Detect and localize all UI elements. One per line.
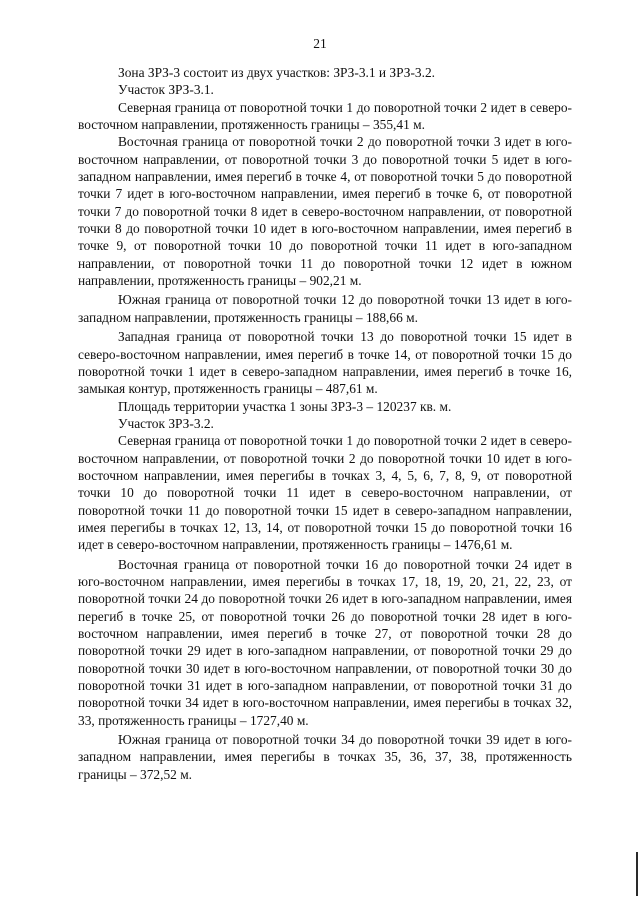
zrz-3-1-area-paragraph: Площадь территории участка 1 зоны ЗРЗ-3 – 120237 кв. м. xyxy=(118,398,452,414)
scan-edge-mark xyxy=(636,852,638,896)
zrz-3-1-west-boundary-paragraph: Западная граница от поворотной точки 13 до поворотной точки 15 идет в северо-восточном направлении, имея перегиб в точке 14, от поворотной точки 15 до поворотной точки 1 идет в северо-западном направлении, имея перегиб в точке 16, замыкая контур, протяженность границы – 487,61 м. xyxy=(78,329,572,397)
zrz-3-2-east-boundary-paragraph: Восточная граница от поворотной точки 16 до поворотной точки 24 идет в юго-восточном направлении, имея перегибы в точках 17, 18, 19, 20, 21, 22, 23, от поворотной точки 24 до поворотной точки 26 идет в юго-западном направлении, имея перегиб в точке 25, от поворотной точки 26 до поворотной точки 28 идет в юго-восточном направлении, имея перегиб в точке 27, от поворотной точки 28 до поворотной точки 29 идет в юго-западном направлении, от поворотной точки 29 до поворотной точки 30 идет в юго-восточном направлении, от поворотной точки 30 до поворотной точки 31 идет в юго-западном направлении, от поворотной точки 31 до поворотной точки 34 идет в юго-восточном направлении, имея перегибы в точках 32, 33, протяженность границы – 1727,40 м. xyxy=(78,556,572,728)
zrz-3-1-east-boundary-paragraph: Восточная граница от поворотной точки 2 до поворотной точки 3 идет в юго-восточном направлении, от поворотной точки 3 до поворотной точки 5 идет в юго-западном направлении, имея перегиб в точке 4, от поворотной точки 5 до поворотной точки 7 идет в юго-восточном направлении, имея перегиб в точке 6, от поворотной точки 7 до поворотной точки 8 идет в северо-восточном направлении, от поворотной точки 8 до поворотной точки 10 идет в юго-восточном направлении, имея перегиб в точке 9, от поворотной точки 10 до поворотной точки 11 идет в юго-западном направлении, от поворотной точки 11 до поворотной точки 12 идет в южном направлении, протяженность границы – 902,21 м. xyxy=(78,134,572,289)
zrz-3-1-south-boundary-paragraph: Южная граница от поворотной точки 12 до поворотной точки 13 идет в юго-западном направлении, протяженность границы – 188,66 м. xyxy=(78,292,572,325)
zrz-3-2-north-boundary-paragraph: Северная граница от поворотной точки 1 до поворотной точки 2 идет в северо-восточном направлении, от поворотной точки 2 до поворотной точки 10 идет в юго-восточном направлении, имея перегибы в точках 3, 4, 5, 6, 7, 8, 9, от поворотной точки 10 до поворотной точки 11 идет в северо-восточном направлении, от поворотной точки 11 до поворотной точки 15 идет в северо-западном направлении, имея перегибы в точках 12, 13, 14, от поворотной точки 15 до поворотной точки 16 идет в северо-восточном направлении, протяженность границы – 1476,61 м. xyxy=(78,433,572,553)
section-heading-zrz-3-1: Участок ЗРЗ-3.1. xyxy=(118,82,214,98)
zrz-3-1-north-boundary-paragraph: Северная граница от поворотной точки 1 до поворотной точки 2 идет в северо-восточном направлении, протяженность границы – 355,41 м. xyxy=(78,99,572,133)
document-body xyxy=(78,64,572,783)
zrz-3-2-south-boundary-paragraph: Южная граница от поворотной точки 34 до поворотной точки 39 идет в юго-западном направлении, имея перегибы в точках 35, 36, 37, 38, протяженность границы – 372,52 м. xyxy=(78,732,572,782)
page-number: 21 xyxy=(313,36,327,51)
zone-intro-paragraph: Зона ЗРЗ-3 состоит из двух участков: ЗРЗ-3.1 и ЗРЗ-3.2. xyxy=(118,65,436,80)
section-heading-zrz-3-2: Участок ЗРЗ-3.2. xyxy=(118,415,214,431)
